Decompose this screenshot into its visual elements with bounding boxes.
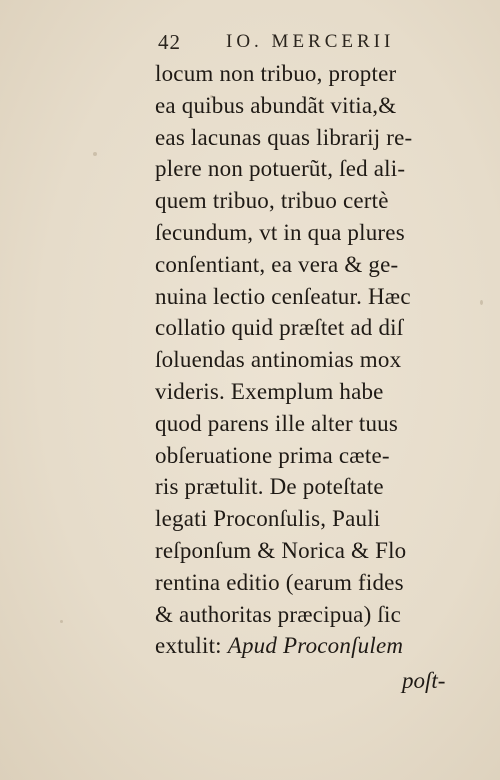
running-title: IO. MERCERII: [226, 31, 395, 52]
last-line-roman: extulit:: [155, 633, 228, 659]
text-line-last: [155, 630, 460, 662]
text-line: & authoritas præcipua) ſic: [155, 601, 401, 627]
text-line: quod parens ille alter tuus: [155, 410, 399, 436]
text-line: ſoluendas antinomias mox: [155, 347, 402, 373]
text-line: locum non tribuo, propter: [155, 61, 397, 86]
text-line: ris prætulit. De poteſtate: [155, 474, 384, 500]
text-line: obſeruatione prima cæte-: [155, 442, 390, 468]
text-line: videris. Exemplum habe: [155, 378, 384, 404]
page-header: [158, 30, 458, 60]
foxing-spot: [60, 620, 63, 623]
text-line: legati Proconſulis, Pauli: [155, 506, 381, 532]
text-line: eas lacunas quas librarij re-: [155, 124, 413, 150]
page-number: 42: [158, 30, 181, 54]
text-line: conſentiant, ea vera & ge-: [155, 251, 399, 277]
text-line: reſponſum & Norica & Flo: [155, 537, 407, 563]
body-text: [155, 58, 460, 662]
text-line: nuina lectio cenſeatur. Hæc: [155, 283, 411, 309]
text-line: plere non potuerũt, ſed ali-: [155, 156, 406, 182]
text-line: collatio quid præſtet ad diſ: [155, 315, 404, 341]
text-line: ea quibus abundãt vitia,&: [155, 92, 397, 118]
text-line: ſecundum, vt in qua plures: [155, 219, 405, 245]
text-line: quem tribuo, tribuo certè: [155, 188, 389, 214]
text-line: rentina editio (earum fides: [155, 569, 404, 595]
foxing-spot: [480, 300, 483, 305]
last-line-italic: Apud Proconſulem: [227, 633, 404, 659]
foxing-spot: [93, 152, 97, 156]
catchword: poſt-: [402, 668, 446, 693]
